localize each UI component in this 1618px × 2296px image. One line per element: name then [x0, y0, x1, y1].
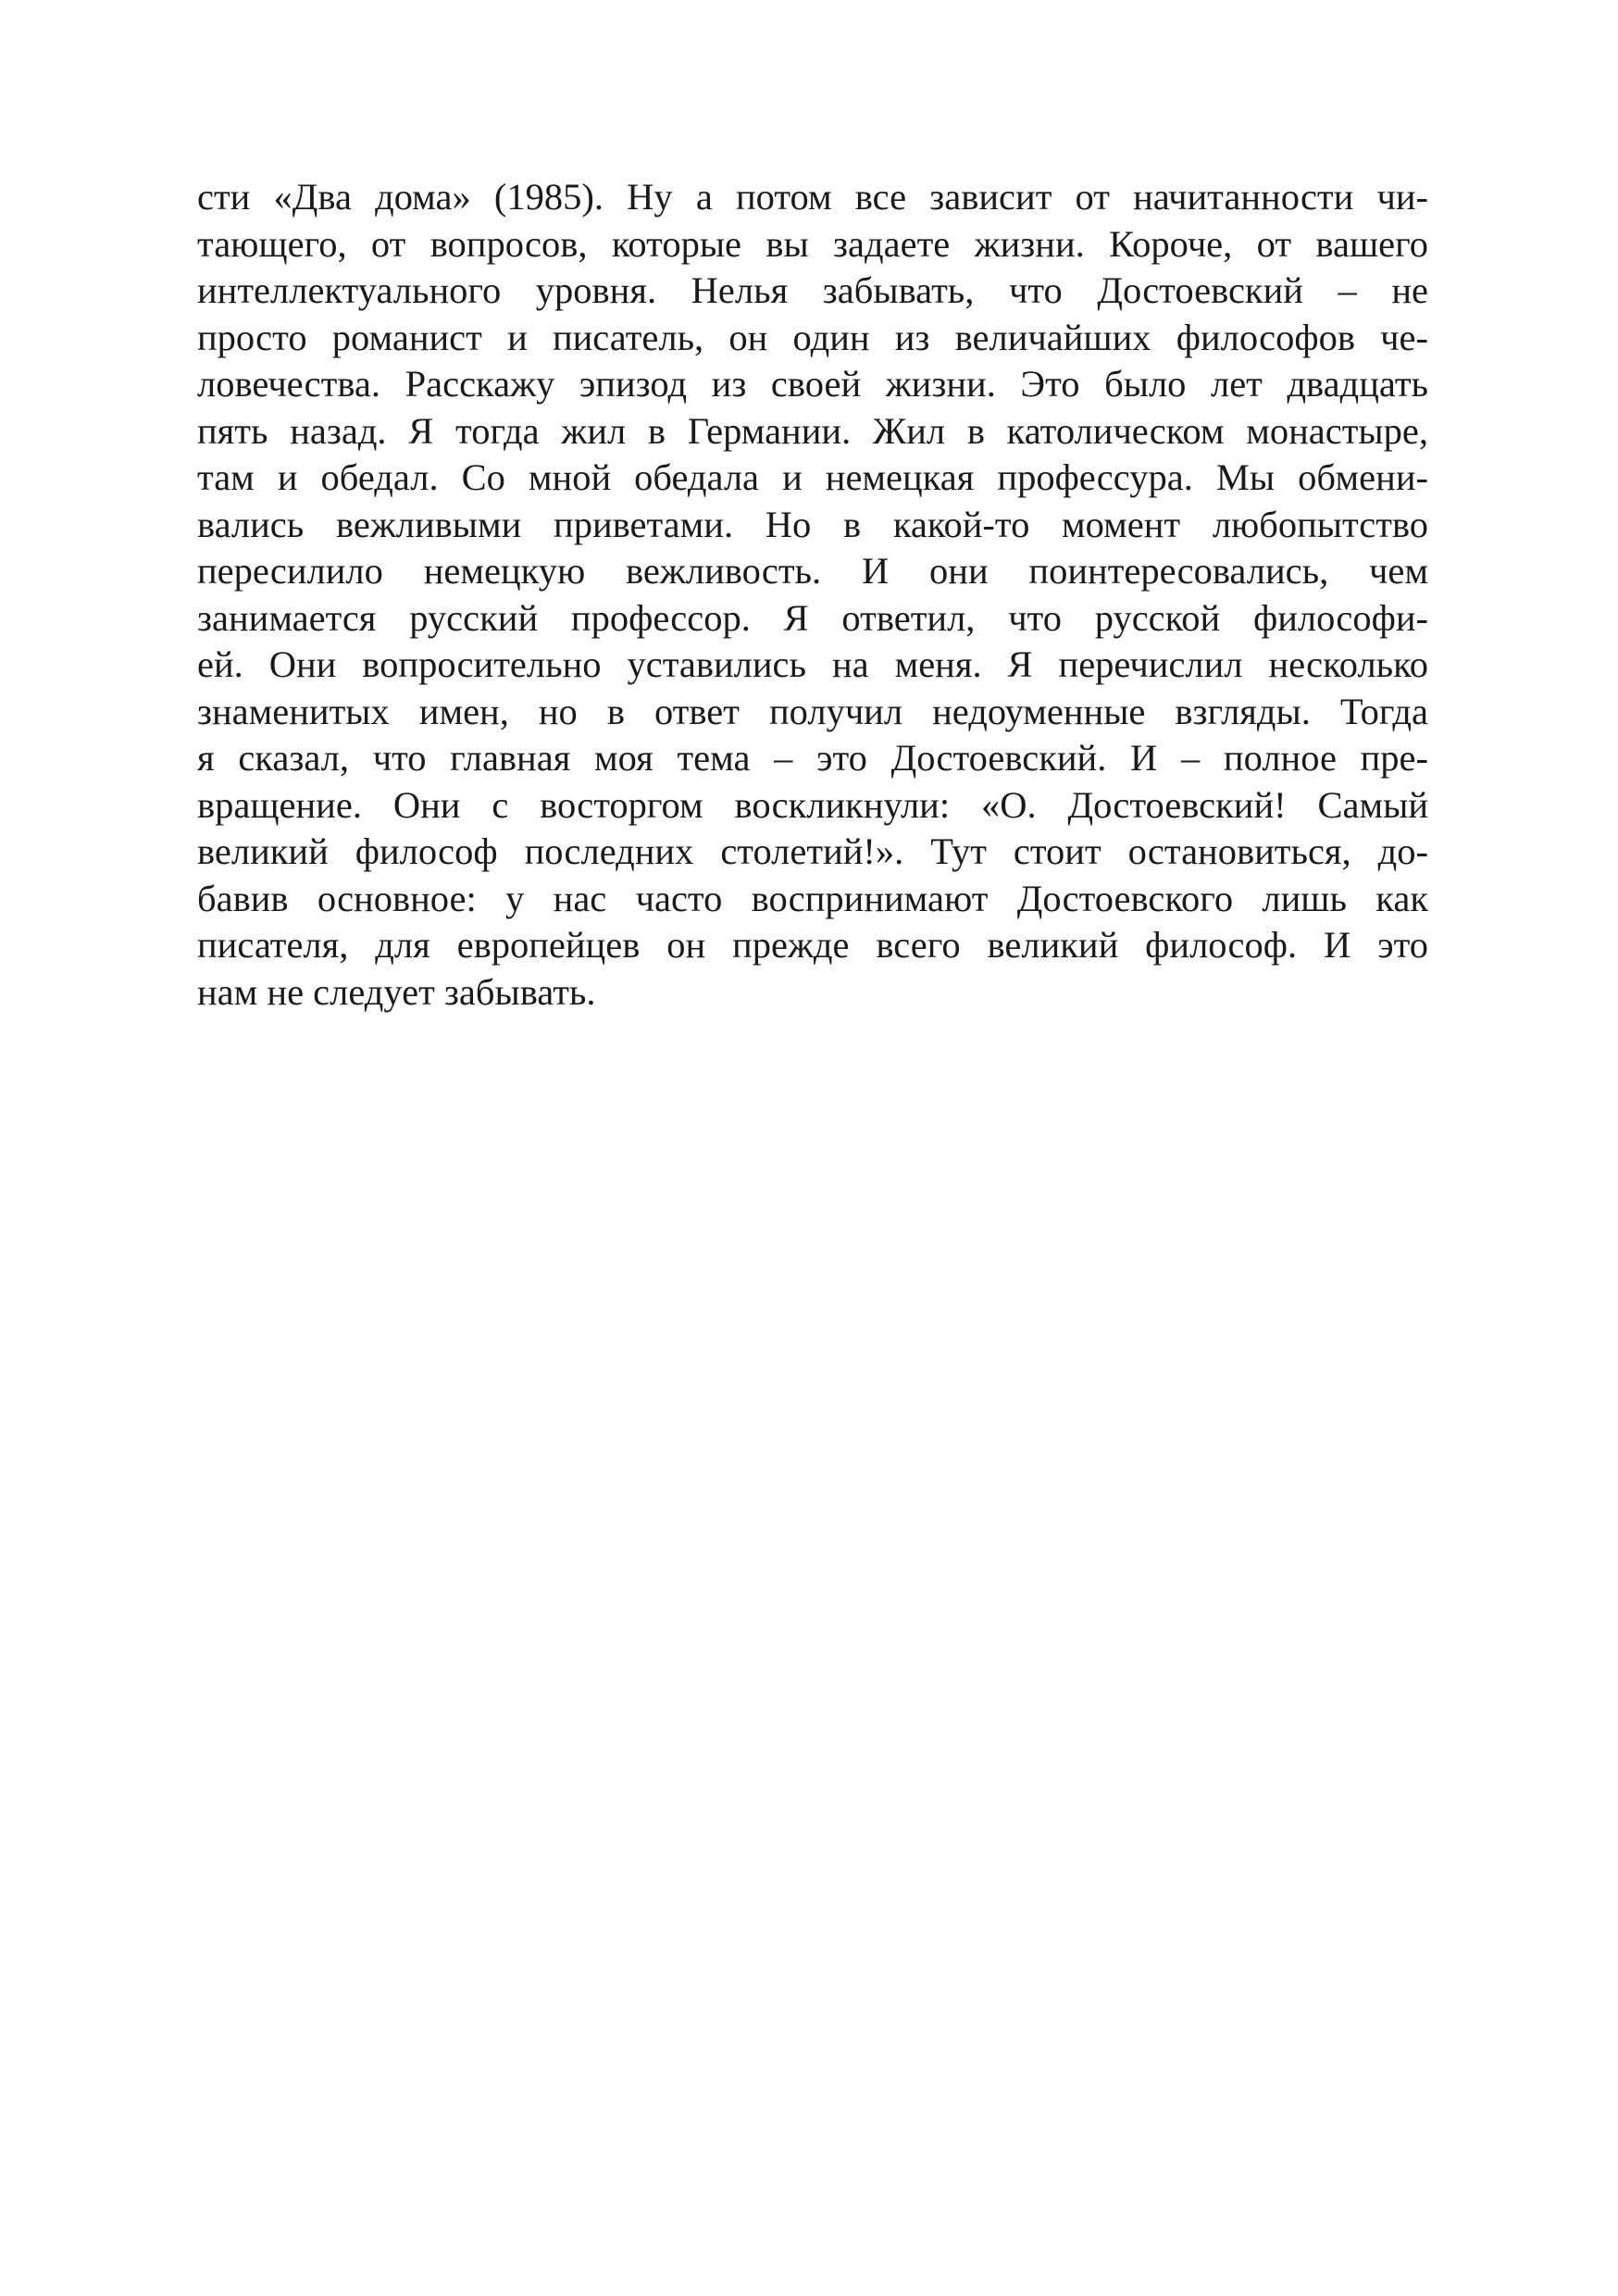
text-line: нам не следует забывать. — [197, 970, 596, 1013]
text-line: вались вежливыми приветами. Но в какой-то момент любопытство — [197, 503, 1428, 545]
text-line: просто романист и писатель, он один из величайших философов че- — [197, 316, 1428, 358]
text-line: вращение. Они с восторгом воскликнули: «О. Достоевский! Самый — [197, 783, 1428, 826]
text-line: бавив основное: у нас часто воспринимают Достоевского лишь как — [197, 877, 1428, 919]
text-line: великий философ последних столетий!». Тут стоит остановиться, до- — [197, 830, 1428, 872]
body-paragraph — [197, 174, 1428, 1016]
text-line: ей. Они вопросительно уставились на меня. Я перечислил несколько — [197, 643, 1428, 685]
text-line: занимается русский профессор. Я ответил, что русской философи- — [197, 596, 1428, 639]
text-line: тающего, от вопросов, которые вы задаете жизни. Короче, от вашего — [197, 222, 1428, 265]
text-line: пересилило немецкую вежливость. И они поинтересовались, чем — [197, 550, 1428, 592]
text-line: пять назад. Я тогда жил в Германии. Жил в католическом монастыре, — [197, 409, 1428, 452]
text-line: интеллектуального уровня. Нелья забывать, что Достоевский – не — [197, 269, 1428, 311]
text-line: я сказал, что главная моя тема – это Достоевский. И – полное пре- — [197, 737, 1428, 779]
text-line: ловечества. Расскажу эпизод из своей жизни. Это было лет двадцать — [197, 363, 1428, 405]
text-line: писателя, для европейцев он прежде всего великий философ. И это — [197, 924, 1428, 966]
text-line: там и обедал. Со мной обедала и немецкая профессура. Мы обмени- — [197, 456, 1428, 498]
text-line: сти «Два дома» (1985). Ну а потом все зависит от начитанности чи- — [197, 176, 1428, 218]
text-line: знаменитых имен, но в ответ получил недоуменные взгляды. Тогда — [197, 690, 1428, 732]
